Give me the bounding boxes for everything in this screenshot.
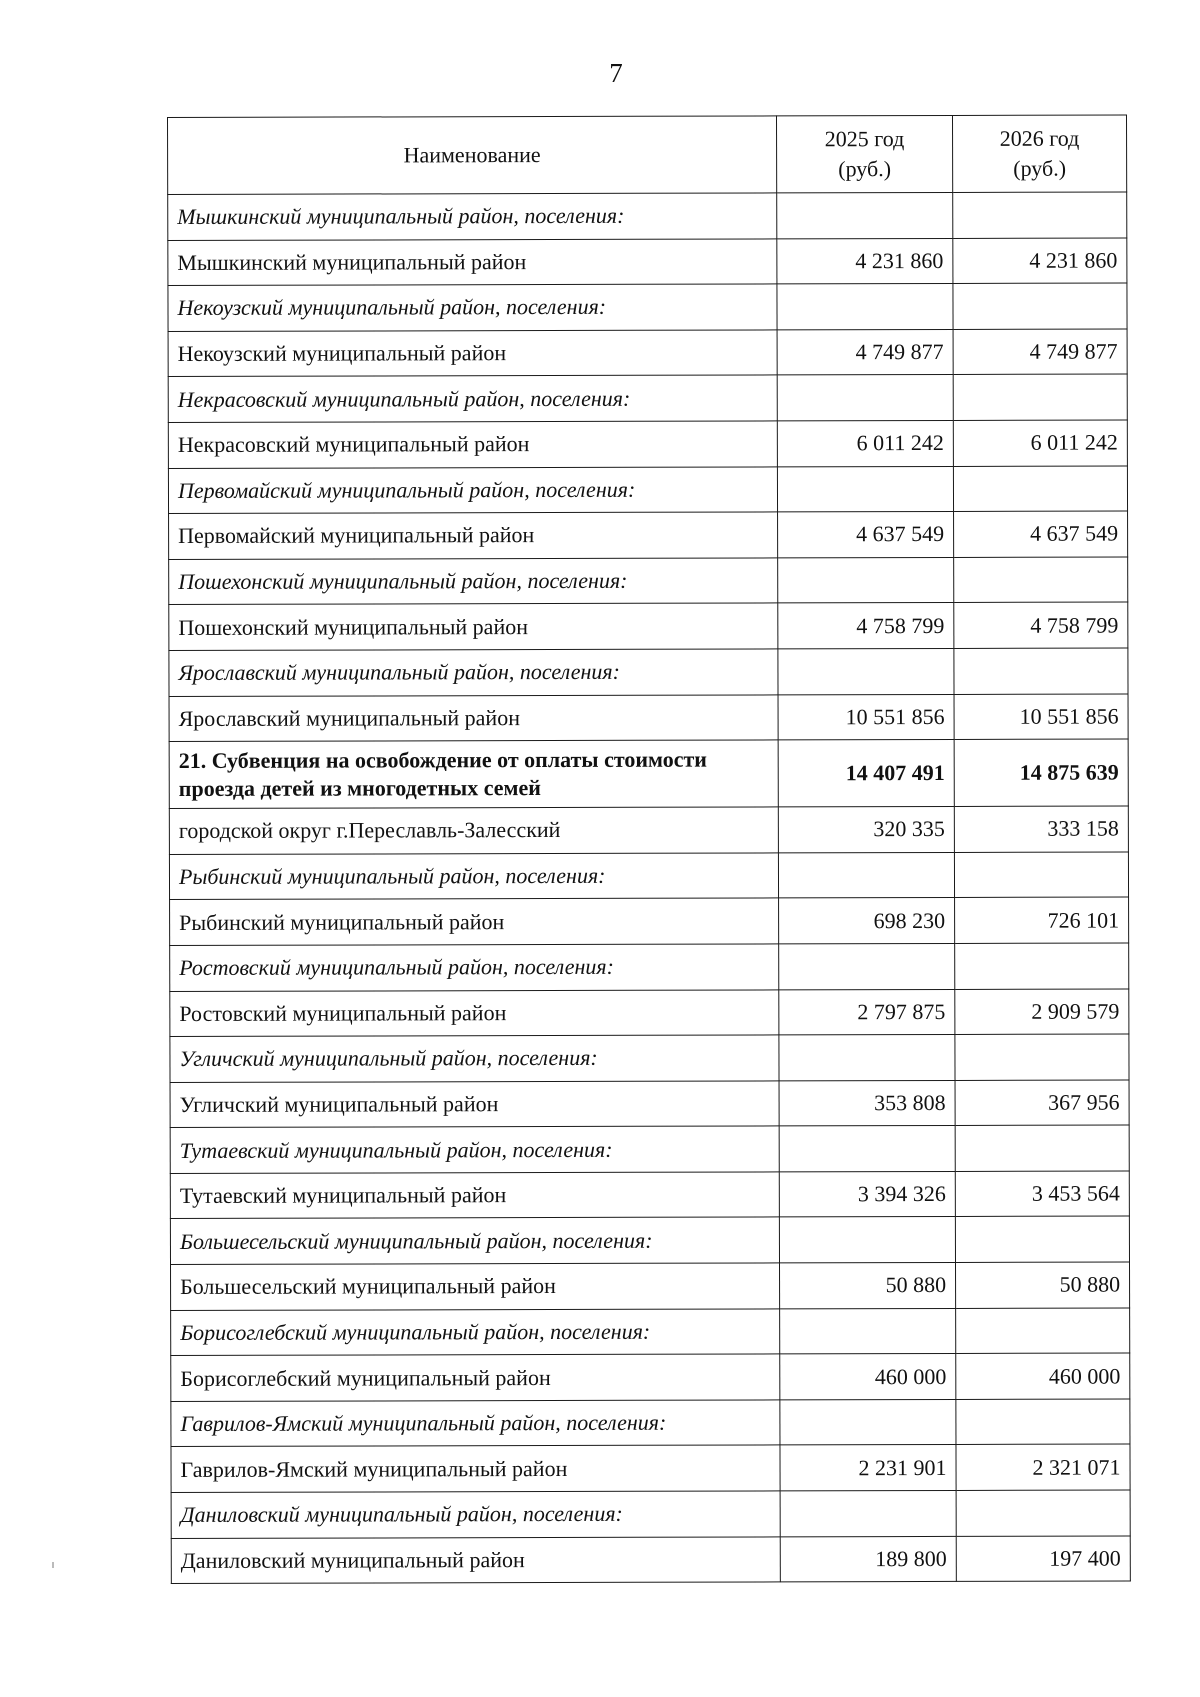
row-value-2026: 10 551 856 [954,694,1128,740]
row-name: Первомайский муниципальный район, поселения: [168,466,777,513]
row-value-2025: 2 797 875 [779,989,955,1035]
row-value-2025: 698 230 [779,898,955,944]
table-row [171,1308,1130,1356]
row-name: Ростовский муниципальный район [170,989,779,1036]
row-value-2025 [777,284,953,330]
row-value-2025 [780,1490,956,1536]
row-name: Угличский муниципальный район, поселения: [170,1035,779,1082]
row-name: Мышкинский муниципальный район, поселения: [168,193,777,240]
row-value-2025 [779,1217,955,1263]
row-value-2026 [955,1216,1129,1262]
scan-artifact [52,1562,54,1568]
row-value-2026: 2 909 579 [955,988,1129,1034]
subvention-total-row [169,739,1128,809]
row-value-2026: 2 321 071 [956,1444,1130,1490]
row-value-2025: 353 808 [779,1080,955,1126]
row-value-2026: 197 400 [956,1536,1130,1582]
row-name: Ярославский муниципальный район [169,694,778,741]
row-name: Даниловский муниципальный район [171,1537,780,1584]
row-value-2026 [953,374,1127,420]
row-name: Ярославский муниципальный район, поселения: [169,649,778,696]
subvention-title: 21. Субвенция на освобождение от оплаты стоимости проезда детей из многодетных семей [169,740,778,809]
row-value-2025: 4 231 860 [777,238,953,284]
row-name: Тутаевский муниципальный район, поселения: [170,1126,779,1173]
row-name: Ростовский муниципальный район, поселения: [170,944,779,991]
row-value-2026: 4 758 799 [954,602,1128,648]
table-row [170,897,1129,945]
row-value-2025 [779,943,955,989]
row-value-2025 [779,1035,955,1081]
row-value-2025: 4 637 549 [778,512,954,558]
row-value-2026 [954,648,1128,694]
row-name: Большесельский муниципальный район, поселения: [170,1217,779,1264]
row-name: Большесельский муниципальный район [171,1263,780,1310]
table-row [169,602,1128,650]
header-2026-unit: (руб.) [1013,155,1067,181]
row-value-2026: 6 011 242 [953,420,1127,466]
row-value-2026 [955,1034,1129,1080]
row-name: Угличский муниципальный район [170,1081,779,1128]
budget-table [167,114,1131,1584]
table-row [170,943,1129,991]
row-value-2026 [953,466,1127,512]
row-value-2025 [777,192,953,238]
row-name: Тутаевский муниципальный район [170,1172,779,1219]
header-2025-unit: (руб.) [838,156,892,182]
table-row [168,420,1127,468]
row-value-2026 [955,1125,1129,1171]
header-2025-year: 2025 год [824,126,905,152]
table-row [168,283,1127,331]
row-value-2025 [778,557,954,603]
table-row [171,1353,1130,1401]
row-name: Гаврилов-Ямский муниципальный район, поселения: [171,1400,780,1447]
row-name: Борисоглебский муниципальный район, поселения: [171,1309,780,1356]
header-name: Наименование [168,116,777,195]
row-value-2026: 50 880 [956,1262,1130,1308]
table-row [171,1444,1130,1492]
row-value-2026 [956,1308,1130,1354]
row-name: Некоузский муниципальный район, поселения: [168,284,777,331]
table-row [168,238,1127,286]
row-value-2025: 4 749 877 [777,329,953,375]
row-value-2025: 189 800 [780,1536,956,1582]
row-name: Даниловский муниципальный район, поселения: [171,1491,780,1538]
row-name: городской округ г.Переславль-Залесский [169,807,778,854]
table-row [169,557,1128,605]
row-value-2026 [954,557,1128,603]
table-row [168,329,1127,377]
row-name: Рыбинский муниципальный район, поселения: [169,853,778,900]
row-value-2026: 333 158 [954,806,1128,852]
row-value-2025 [777,466,953,512]
table-row [169,648,1128,696]
row-name: Некоузский муниципальный район [168,330,777,377]
row-name: Первомайский муниципальный район [169,512,778,559]
row-value-2026: 3 453 564 [955,1171,1129,1217]
table-header-row [168,115,1127,195]
row-name: Некрасовский муниципальный район, поселения: [168,375,777,422]
row-value-2026: 367 956 [955,1080,1129,1126]
row-value-2026 [953,192,1127,238]
table-row [170,1125,1129,1173]
row-value-2025 [778,852,954,898]
row-value-2025: 10 551 856 [778,694,954,740]
table-row [170,988,1129,1036]
row-value-2026: 460 000 [956,1353,1130,1399]
table-row [169,511,1128,559]
row-value-2025 [779,1126,955,1172]
table-row [171,1490,1130,1538]
row-name: Пошехонский муниципальный район [169,603,778,650]
table-row [168,466,1127,514]
table-row [168,374,1127,422]
table-row [171,1262,1130,1310]
row-value-2026: 726 101 [955,897,1129,943]
table-row [168,192,1127,240]
page-number: 7 [609,58,623,88]
row-name: Некрасовский муниципальный район [168,421,777,468]
row-value-2025 [778,648,954,694]
row-value-2026 [955,943,1129,989]
table-row [170,1034,1129,1082]
row-value-2025: 50 880 [780,1263,956,1309]
row-value-2025: 2 231 901 [780,1445,956,1491]
table-row [169,694,1128,742]
table-row [170,1216,1129,1264]
row-value-2026 [953,283,1127,329]
row-value-2026 [956,1399,1130,1445]
table-row [169,852,1128,900]
subvention-total-2025: 14 407 491 [778,740,954,807]
row-name: Гаврилов-Ямский муниципальный район [171,1445,780,1492]
header-2025 [776,115,952,192]
row-value-2025 [780,1399,956,1445]
row-value-2026 [954,852,1128,898]
row-value-2026 [956,1490,1130,1536]
row-value-2025: 4 758 799 [778,603,954,649]
row-value-2025: 6 011 242 [777,420,953,466]
row-value-2025 [777,375,953,421]
row-name: Пошехонский муниципальный район, поселения: [169,558,778,605]
row-value-2025: 460 000 [780,1354,956,1400]
row-value-2026: 4 637 549 [954,511,1128,557]
row-value-2025 [780,1308,956,1354]
table-row [170,1080,1129,1128]
row-value-2026: 4 231 860 [953,238,1127,284]
row-value-2025: 3 394 326 [779,1171,955,1217]
row-name: Мышкинский муниципальный район [168,238,777,285]
table-row [170,1171,1129,1219]
row-name: Рыбинский муниципальный район [170,898,779,945]
header-2026-year: 2026 год [999,125,1080,151]
subvention-total-2026: 14 875 639 [954,739,1128,806]
row-value-2025: 320 335 [778,807,954,853]
table-row [171,1536,1130,1584]
row-value-2026: 4 749 877 [953,329,1127,375]
row-name: Борисоглебский муниципальный район [171,1354,780,1401]
table-row [169,806,1128,854]
header-2026 [952,115,1126,192]
table-row [171,1399,1130,1447]
